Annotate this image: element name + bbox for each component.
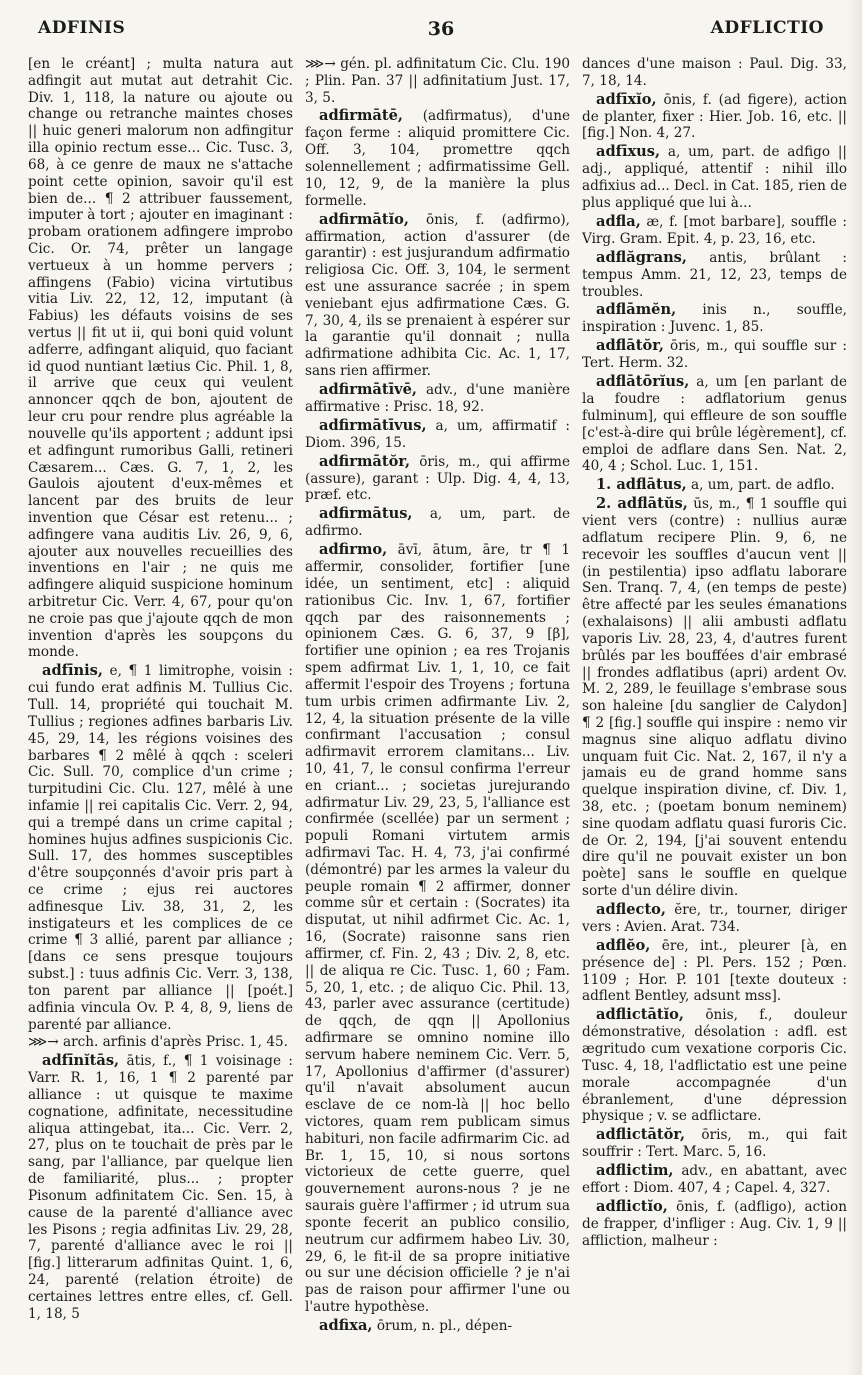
entry-definition: inis n., souffle, inspiration : Juvenc. 1, 85. xyxy=(582,302,847,336)
column-1 xyxy=(28,56,293,1366)
entry-definition: a, um, part. de adflo. xyxy=(691,477,835,494)
entry-definition: ōris, m., qui souffle sur : Tert. Herm. 32. xyxy=(582,338,847,372)
dictionary-entry xyxy=(305,211,570,380)
entry-headword: adflātŏr, xyxy=(596,337,664,355)
entry-definition: ūs, m., ¶ 1 souffle qui vient vers (contre) : nullius auræ adflatum recipere Plin. 9, 6, ne recevoir les souffles d'aucun vent || (in pestilentia) ipso adflatu laborare Sen. Tranq. 7, 4, (en temps de peste) être affecté par les seules émanations (exhalaisons) || alii ambusti adflatu vaporis Liv. 28, 23, 4, d'autres furent brûlés par les bouffées d'air embrasé || frondes adflatibus (apri) ardent Ov. M. 2, 289, le feuillage s'embrase sous son haleine [du sanglier de Calydon] ¶ 2 [fig.] souffle qui inspire : nemo vir magnus sine aliquo adflatu divino unquam fuit Cic. Nat. 2, 167, il n'y a jamais eu de grand homme sans quelque inspiration divine, cf. Div. 1, 38, etc. ; (poetam bonum neminem) sine quodam adflatu quasi furoris Cic. de Or. 2, 194, [j'ai souvent entendu dire qu'il ne pouvait exister un bon poète] sans le souffle en quelque sorte d'un délire divin. xyxy=(582,496,847,900)
entry-headword: adflăgrans, xyxy=(596,248,687,266)
entry-definition: (adfirmatus), d'une façon ferme : aliquid promittere Cic. Off. 3, 104, promettre qqch solennellement ; adfirmatissime Gell. 10, 12, 9, de la manière la plus formelle. xyxy=(305,108,570,209)
dictionary-entry xyxy=(305,107,570,209)
dictionary-entry xyxy=(582,1126,847,1161)
entry-headword: adflāmĕn, xyxy=(596,301,677,319)
entry-headword: adfirmātus, xyxy=(319,505,413,523)
column-2 xyxy=(305,56,570,1366)
entry-headword: adfixa, xyxy=(319,1316,373,1334)
dictionary-entry xyxy=(582,495,847,900)
entry-definition: ōnis, f. (ad figere), action de planter, fixer : Hier. Job. 16, etc. || [fig.] Non. 4, 27. xyxy=(582,91,847,142)
dictionary-entry xyxy=(582,91,847,143)
entry-headword: adfīnĭtās, xyxy=(42,1052,120,1070)
column-3 xyxy=(582,56,847,1366)
dictionary-entry xyxy=(582,1162,847,1197)
entry-headword: adfirmātīvē, xyxy=(319,380,417,398)
entry-headword: adflictĭo, xyxy=(596,1197,668,1215)
entry-headword: 2. adflātŭs, xyxy=(596,495,688,513)
entry-definition: a, um, part. de adfirmo. xyxy=(305,506,570,540)
dictionary-entry xyxy=(582,249,847,301)
dictionary-entry xyxy=(305,56,570,106)
entry-definition: ōris, m., qui affirme (assure), garant : Ulp. Dig. 4, 4, 13, præf. etc. xyxy=(305,453,570,504)
entry-definition: a, um, affirmatif : Diom. 396, 15. xyxy=(305,417,570,451)
dictionary-entry xyxy=(582,373,847,475)
dictionary-entry xyxy=(582,1198,847,1250)
entry-headword: adfīnis, xyxy=(42,662,103,680)
entry-definition: adv., en abattant, avec effort : Diom. 407, 4 ; Capel. 4, 327. xyxy=(582,1163,847,1197)
entry-definition: āvī, ātum, āre, tr ¶ 1 affermir, consolider, fortifier [une idée, un sentiment, etc] : aliquid rationibus Cic. Inv. 1, 67, fortifier qqch par des raisonnements ; opinionem Cæs. G. 6, 37, 9 [β], fortifier une opinion ; ea res Trojanis spem adfirmat Liv. 1, 1, 10, ce fait affermit l'espoir des Troyens ; fortuna tum urbis crimen adfirmante Liv. 2, 12, 4, la situation présente de la ville confirmant l'accusation ; consul adfirmavit errorem clamitans... Liv. 10, 41, 7, le consul confirma l'erreur en criant... ; societas jurejurando adfirmatur Liv. 29, 23, 5, l'alliance est confirmée (scellée) par un serment ; populi Romani virtutem armis adfirmavi Tac. H. 4, 73, j'ai confirmé (démontré) par les armes la valeur du peuple romain ¶ 2 affirmer, donner comme sûr et certain : (Socrates) ita disputat, ut nihil adfirmet Cic. Ac. 1, 16, (Socrate) raisonne sans rien affirmer, cf. Fin. 2, 43 ; Div. 2, 8, etc. || de aliqua re Cic. Tusc. 1, 60 ; Fam. 5, 20, 1, etc. ; de aliquo Cic. Phil. 13, 43, parler avec assurance (certitude) de qqch, de qqn || Apollonius adfirmare se omnino nomine illo servum habere neminem Cic. Verr. 5, 17, Apollonius d'affirmer (d'assurer) qu'il n'avait absolument aucun esclave de ce nom-là || hoc bello victores, quam rem publicam simus habituri, non facile adfirmarim Cic. ad Br. 1, 15, 10, si nous sortons victorieux de cette guerre, quel gouvernement aurons-nous ? je ne saurais guère l'affirmer ; id utrum sua sponte fecerit an publico consilio, neutrum cur adfirmem habeo Liv. 30, 29, 6, le fit-il de sa propre initiative ou sur une décision officielle ? je n'ai pas de raison pour affirmer l'une ou l'autre hypothèse. xyxy=(305,542,570,1315)
dictionary-entry xyxy=(305,505,570,540)
entry-headword: adfirmātē, xyxy=(319,107,403,125)
entry-definition: a, um [en parlant de la foudre : adflatorium genus fulminum], qui effleure de son souffle [c'est-à-dire qui brûle légèrement], cf. emploi de adflare dans Sen. Nat. 2, 40, 4 ; Schol. Luc. 1, 151. xyxy=(582,374,847,475)
dictionary-entry xyxy=(28,1052,293,1322)
dictionary-entry xyxy=(582,1006,847,1125)
running-head-right: ADFLICTIO xyxy=(710,18,824,38)
dictionary-entry xyxy=(582,337,847,372)
entry-headword: adflictātŏr, xyxy=(596,1126,686,1144)
dictionary-entry xyxy=(28,662,293,1033)
entry-headword: adflecto, xyxy=(596,900,666,918)
entry-definition: ōnis, f. (adfirmo), affirmation, action d'assurer (de garantir) : est jusjurandum adfirmatio religiosa Cic. Off. 3, 104, le serment est une assurance sacrée ; in spem veniebant ejus adfirmatione Cæs. G. 7, 30, 4, ils se prenaient à espérer sur la garantie qu'il donnait ; nulla adfirmatione adhibita Cic. Ac. 1, 17, sans rien affirmer. xyxy=(305,211,570,380)
entry-definition: a, um, part. de adfigo || adj., appliqué, attentif : nihil illo adfixius ad... Decl. in Cat. 185, rien de plus appliqué que lui à... xyxy=(582,144,847,211)
dictionary-entry xyxy=(582,476,847,494)
entry-definition: antis, brûlant : tempus Amm. 21, 12, 23, temps de troubles. xyxy=(582,249,847,300)
dictionary-entry xyxy=(305,541,570,1316)
entry-headword: adfirmātĭo, xyxy=(319,210,409,228)
dictionary-entry xyxy=(305,417,570,452)
entry-headword: adfīxus, xyxy=(596,143,661,161)
running-head-left: ADFINIS xyxy=(38,18,126,38)
entry-definition: ātis, f., ¶ 1 voisinage : Varr. R. 1, 16, 1 ¶ 2 parenté par alliance : ut quisque te maxime cognatione, adfinitate, necessitudine aliqua attingebat, ita... Cic. Verr. 2, 27, plus on te touchait de près par le sang, par l'alliance, par quelque lien de familiarité, plus... ; propter Pisonum adfinitatem Cic. Sen. 15, à cause de la parenté d'alliance avec les Pisons ; regia adfinitas Liv. 29, 28, 7, parenté d'alliance avec le roi || [fig.] litterarum adfinitas Quint. 1, 6, 24, parenté (relation étroite) de certaines lettres entre elles, cf. Gell. 1, 18, 5 xyxy=(28,1053,293,1322)
entry-headword: adflictim, xyxy=(596,1162,674,1180)
entry-headword: adfirmātŏr, xyxy=(319,452,411,470)
page-number: 36 xyxy=(427,18,455,40)
entry-definition: ⋙→ arch. arfinis d'après Prisc. 1, 45. xyxy=(28,1034,288,1051)
entry-headword: adfla, xyxy=(596,212,641,230)
entry-definition: adv., d'une manière affirmative : Prisc. 18, 92. xyxy=(305,381,570,415)
entry-definition: ōrum, n. pl., dépen- xyxy=(376,1317,513,1334)
dictionary-entry xyxy=(28,56,293,661)
entry-headword: 1. adflātus, xyxy=(596,476,687,494)
entry-definition: dances d'une maison : Paul. Dig. 33, 7, 18, 14. xyxy=(582,56,847,89)
entry-definition: [en le créant] ; multa natura aut adfingit aut mutat aut detrahit Cic. Div. 1, 118, la nature ou ajoute ou change ou retranche maintes choses || huic generi malorum non adfingitur illa opinio rectum esse... Cic. Tusc. 3, 68, à ce genre de maux ne s'attache point cette opinion, savoir qu'il est bien de... ¶ 2 attribuer faussement, imputer à tort ; ajouter en imaginant : probam orationem adfingere improbo Cic. Or. 74, prêter un langage vertueux à un homme pervers ; affingens (Fabio) vicina virtutibus vitia Liv. 22, 12, 12, imputant (à Fabius) les défauts voisins de ses vertus || fit ut ii, qui boni quid volunt adferre, adfingant aliquid, quo faciant id quod nuntiant lætius Cic. Phil. 1, 8, il arrive que ceux qui veulent annoncer qqch de bon, ajoutent de leur cru pour rendre plus agréable la nouvelle qu'ils apportent ; addunt ipsi et adfingunt rumoribus Galli, retineri Cæsarem... Cæs. G. 7, 1, 2, les Gaulois ajoutent d'eux-mêmes et lancent par des bruits de leur invention que César est retenu... ; adfingere vana auditis Liv. 26, 9, 6, ajouter aux nouvelles recueillies des inventions en l'air ; ne quis me adfingere aliquid suspicione hominum arbitretur Cic. Verr. 4, 67, pour qu'on ne croie pas que j'ajoute qqch de mon invention d'après les soupçons du monde. xyxy=(28,56,293,661)
entry-definition: ⋙→ gén. pl. adfinitatum Cic. Clu. 190 ; Plin. Pan. 37 || adfinitatium Just. 17, 3, 5. xyxy=(305,56,570,106)
dictionary-entry xyxy=(305,453,570,505)
entry-headword: adflĕo, xyxy=(596,936,651,954)
entry-definition: æ, f. [mot barbare], souffle : Virg. Gram. Epit. 4, p. 23, 16, etc. xyxy=(582,213,847,247)
entry-definition: ōris, m., qui fait souffrir : Tert. Marc. 5, 16. xyxy=(582,1127,847,1161)
dictionary-entry xyxy=(582,213,847,248)
entry-definition: ēre, int., pleurer [à, en présence de] : Pl. Pers. 152 ; Pœn. 1109 ; Hor. P. 101 [texte douteux : adflent Bentley, adsunt mss]. xyxy=(582,937,847,1005)
entry-definition: e, ¶ 1 limitrophe, voisin : cui fundo erat adfinis M. Tullius Cic. Tull. 14, propriété qui touchait M. Tullius ; regiones adfines barbaris Liv. 45, 29, 14, les régions voisines des barbares ¶ 2 mêlé à qqch : sceleri Cic. Sull. 70, complice d'un crime ; turpitudini Cic. Clu. 127, mêlé à une infamie || rei capitalis Cic. Verr. 2, 94, qui a trempé dans un crime capital ; homines hujus adfines suspicionis Cic. Sull. 17, des hommes susceptibles d'être soupçonnés d'avoir pris part à ce crime ; ejus rei auctores adfinesque Liv. 38, 31, 2, les instigateurs et les complices de ce crime ¶ 3 allié, parent par alliance ; [dans ce sens presque toujours subst.] : tuus adfinis Cic. Verr. 3, 138, ton parent par alliance || [poét.] adfinia vincula Ov. P. 4, 8, 9, liens de parenté par alliance. xyxy=(28,663,293,1033)
entry-headword: adfīxĭo, xyxy=(596,90,657,108)
page-edge-shadow xyxy=(848,0,862,1375)
dictionary-entry xyxy=(582,301,847,336)
dictionary-entry xyxy=(305,381,570,416)
dictionary-entry xyxy=(582,901,847,936)
dictionary-columns xyxy=(28,56,848,1366)
dictionary-entry xyxy=(582,937,847,1005)
entry-headword: adflātōrĭus, xyxy=(596,373,690,391)
entry-headword: adfirmātīvus, xyxy=(319,416,427,434)
page-header xyxy=(0,16,862,46)
entry-headword: adfirmo, xyxy=(319,541,388,559)
dictionary-entry xyxy=(582,56,847,90)
entry-definition: ĕre, tr., tourner, diriger vers : Avien. Arat. 734. xyxy=(582,901,847,935)
dictionary-entry xyxy=(28,1034,293,1051)
entry-definition: ōnis, f., douleur démonstrative, désolation : adfl. est ægritudo cum vexatione corporis Cic. Tusc. 4, 18, l'adflictatio est une peine morale accompagnée d'un ébranlement, d'une dépression physique ; v. se adflictare. xyxy=(582,1007,847,1125)
dictionary-entry xyxy=(305,1317,570,1335)
entry-headword: adflictātĭo, xyxy=(596,1006,684,1024)
dictionary-entry xyxy=(582,143,847,211)
entry-definition: ōnis, f. (adfligo), action de frapper, d'infliger : Aug. Civ. 1, 9 || affliction, malheur : xyxy=(582,1198,847,1249)
